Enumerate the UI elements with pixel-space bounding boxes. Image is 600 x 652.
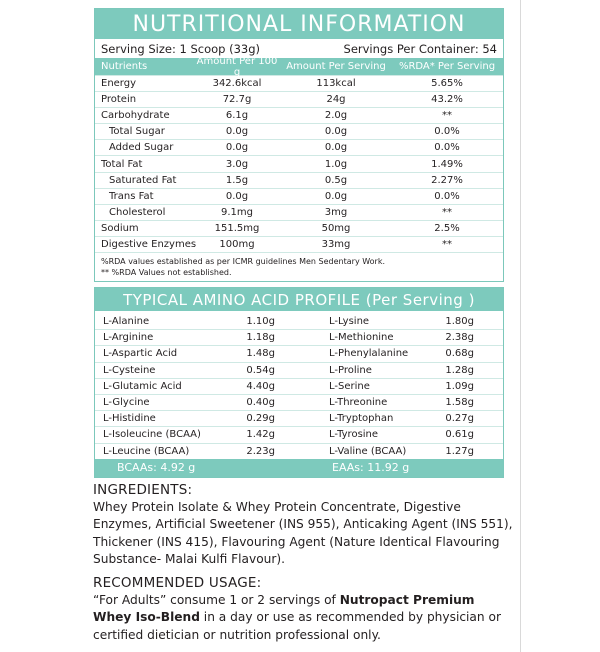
usage-text-part1: “For Adults” consume 1 or 2 servings of: [93, 593, 340, 607]
amino-panel: [94, 287, 504, 478]
col-nutrients: Nutrients: [101, 61, 148, 72]
nutrition-row: [95, 75, 503, 91]
nutrition-row: [95, 188, 503, 204]
rda-per-serving: **: [442, 206, 452, 218]
nutrient-name: Total Fat: [101, 158, 143, 170]
nutrition-panel: [94, 8, 504, 282]
amount-per-serving: 24g: [326, 94, 346, 106]
amino-row: [95, 362, 299, 378]
rda-per-serving: **: [442, 110, 452, 122]
nutrient-name: Trans Fat: [109, 190, 154, 202]
amount-per-serving: 3mg: [324, 206, 348, 218]
rda-per-serving: 5.65%: [431, 78, 463, 90]
amount-per-100g: 151.5mg: [214, 222, 260, 234]
nutrition-row: [95, 123, 503, 139]
amino-value: 0.68g: [445, 348, 474, 360]
amino-value: 1.27g: [445, 445, 474, 457]
amino-name: L-Histidine: [103, 413, 156, 425]
nutrient-name: Carbohydrate: [101, 110, 170, 122]
nutrition-row: [95, 155, 503, 171]
amino-name: L-Arginine: [103, 332, 154, 344]
amino-name: L-Alanine: [103, 315, 150, 327]
col-per-serving: Amount Per Serving: [286, 61, 386, 72]
amino-row: [299, 378, 503, 394]
amino-row: [299, 426, 503, 442]
amino-value: 4.40g: [246, 380, 275, 392]
amino-name: L-Aspartic Acid: [103, 348, 178, 360]
amino-name: L-Lysine: [329, 315, 370, 327]
amount-per-serving: 113kcal: [316, 78, 356, 90]
amino-name: L-Tryptophan: [329, 413, 394, 425]
nutrition-title: NUTRITIONAL INFORMATION: [95, 9, 503, 39]
usage-section: [93, 575, 513, 644]
amino-column-left: [95, 313, 299, 459]
amino-value: 1.10g: [246, 315, 275, 327]
amino-totals: [95, 459, 503, 477]
amount-per-100g: 6.1g: [225, 110, 249, 122]
usage-text: [93, 592, 513, 644]
amino-value: 0.54g: [246, 364, 275, 376]
rda-per-serving: 2.5%: [434, 222, 460, 234]
amino-name: L-Isoleucine (BCAA): [103, 429, 201, 441]
amino-value: 1.58g: [445, 397, 474, 409]
amount-per-serving: 0.0g: [324, 142, 348, 154]
usage-heading: RECOMMENDED USAGE:: [93, 575, 262, 591]
amino-name: L-Glutamic Acid: [103, 380, 182, 392]
nutrition-row: [95, 91, 503, 107]
amino-row: [95, 394, 299, 410]
amino-name: L-Phenylalanine: [329, 348, 409, 360]
amino-row: [299, 313, 503, 329]
amino-row: [299, 394, 503, 410]
amino-value: 1.09g: [445, 380, 474, 392]
nutrition-row: [95, 236, 503, 252]
amount-per-serving: 0.0g: [324, 190, 348, 202]
amino-row: [95, 378, 299, 394]
amount-per-100g: 0.0g: [225, 190, 249, 202]
amount-per-serving: 1.0g: [324, 158, 348, 170]
amino-name: L-Methionine: [329, 332, 394, 344]
rda-per-serving: 2.27%: [431, 174, 463, 186]
rda-per-serving: 0.0%: [434, 190, 460, 202]
nutrition-row: [95, 220, 503, 236]
rda-per-serving: 43.2%: [431, 94, 463, 106]
amino-name: L-Serine: [329, 380, 370, 392]
amount-per-serving: 33mg: [321, 238, 351, 250]
ingredients-text: Whey Protein Isolate & Whey Protein Concentrate, Digestive Enzymes, Artificial Sweetener (INS 955), Anticaking Agent (INS 551), Thickener (INS 415), Flavouring Agent (Nature Identical Flavouring Substance- Malai Kulfi Flavour).: [93, 500, 513, 567]
amino-row: [299, 410, 503, 426]
nutrition-row: [95, 107, 503, 123]
ingredients-section: [93, 482, 513, 569]
amount-per-serving: 50mg: [321, 222, 351, 234]
product-name: Nutropact Premium Whey Iso-Blend: [93, 593, 475, 625]
amino-grid: [95, 311, 503, 459]
amino-title: TYPICAL AMINO ACID PROFILE (Per Serving ): [95, 288, 503, 311]
amount-per-100g: 0.0g: [225, 142, 249, 154]
amino-value: 1.28g: [445, 364, 474, 376]
rda-per-serving: 0.0%: [434, 142, 460, 154]
nutrition-notes: [95, 252, 503, 281]
ingredients-heading: INGREDIENTS:: [93, 482, 193, 498]
amino-row: [299, 329, 503, 345]
amino-value: 1.80g: [445, 315, 474, 327]
nutrient-name: Total Sugar: [109, 126, 165, 138]
amount-per-100g: 3.0g: [225, 158, 249, 170]
amino-value: 2.23g: [246, 445, 275, 457]
amino-value: 1.48g: [246, 348, 275, 360]
nutrition-rows: [95, 75, 503, 252]
nutrient-name: Protein: [101, 94, 137, 106]
amino-row: [95, 313, 299, 329]
page-edge-rule: [520, 0, 521, 652]
amino-row: [299, 443, 503, 459]
note-not-established: ** %RDA Values not established.: [101, 268, 232, 278]
amount-per-100g: 1.5g: [225, 174, 249, 186]
usage-text-part2: in a day or use as recommended by physician or certified dietician or nutrition professional only.: [93, 610, 501, 642]
rda-per-serving: 1.49%: [431, 158, 463, 170]
amino-value: 0.40g: [246, 397, 275, 409]
amino-value: 0.61g: [445, 429, 474, 441]
serving-info: [95, 39, 503, 58]
amino-name: L-Valine (BCAA): [329, 445, 407, 457]
bcaa-total: BCAAs: 4.92 g: [117, 461, 196, 475]
col-per-100g: Amount Per 100 g: [196, 55, 278, 78]
note-rda: %RDA values established as per ICMR guidelines Men Sedentary Work.: [101, 257, 386, 267]
nutrient-name: Cholesterol: [109, 206, 166, 218]
eaa-total: EAAs: 11.92 g: [332, 461, 410, 475]
amino-value: 1.42g: [246, 429, 275, 441]
amino-column-right: [299, 313, 503, 459]
amino-value: 2.38g: [445, 332, 474, 344]
nutrition-row: [95, 204, 503, 220]
amount-per-serving: 2.0g: [324, 110, 348, 122]
nutrient-name: Sodium: [101, 222, 139, 234]
amino-row: [299, 345, 503, 361]
amount-per-100g: 9.1mg: [221, 206, 253, 218]
amino-row: [95, 410, 299, 426]
amino-row: [95, 443, 299, 459]
amino-name: L-Cysteine: [103, 364, 156, 376]
nutrition-header-row: [95, 55, 503, 78]
amino-row: [95, 426, 299, 442]
amount-per-100g: 72.7g: [222, 94, 252, 106]
amino-value: 0.29g: [246, 413, 275, 425]
col-rda: %RDA* Per Serving: [398, 61, 496, 72]
amino-name: L-Leucine (BCAA): [103, 445, 190, 457]
amino-name: L-Proline: [329, 364, 372, 376]
nutrient-name: Energy: [101, 78, 137, 90]
amount-per-100g: 100mg: [219, 238, 255, 250]
amino-row: [95, 345, 299, 361]
amount-per-serving: 0.5g: [324, 174, 348, 186]
amino-value: 1.18g: [246, 332, 275, 344]
amino-row: [95, 329, 299, 345]
amino-value: 0.27g: [445, 413, 474, 425]
nutrient-name: Saturated Fat: [109, 174, 177, 186]
amino-name: L-Tyrosine: [329, 429, 379, 441]
amino-name: L-Glycine: [103, 397, 150, 409]
amino-row: [299, 362, 503, 378]
amount-per-100g: 0.0g: [225, 126, 249, 138]
amino-name: L-Threonine: [329, 397, 388, 409]
amount-per-100g: 342.6kcal: [212, 78, 262, 90]
amount-per-serving: 0.0g: [324, 126, 348, 138]
nutrient-name: Added Sugar: [109, 142, 174, 154]
serving-size: Serving Size: 1 Scoop (33g): [101, 41, 261, 56]
servings-per-container: Servings Per Container: 54: [343, 41, 497, 56]
nutrient-name: Digestive Enzymes: [101, 238, 197, 250]
rda-per-serving: **: [442, 238, 452, 250]
nutrition-row: [95, 172, 503, 188]
rda-per-serving: 0.0%: [434, 126, 460, 138]
nutrition-row: [95, 139, 503, 155]
